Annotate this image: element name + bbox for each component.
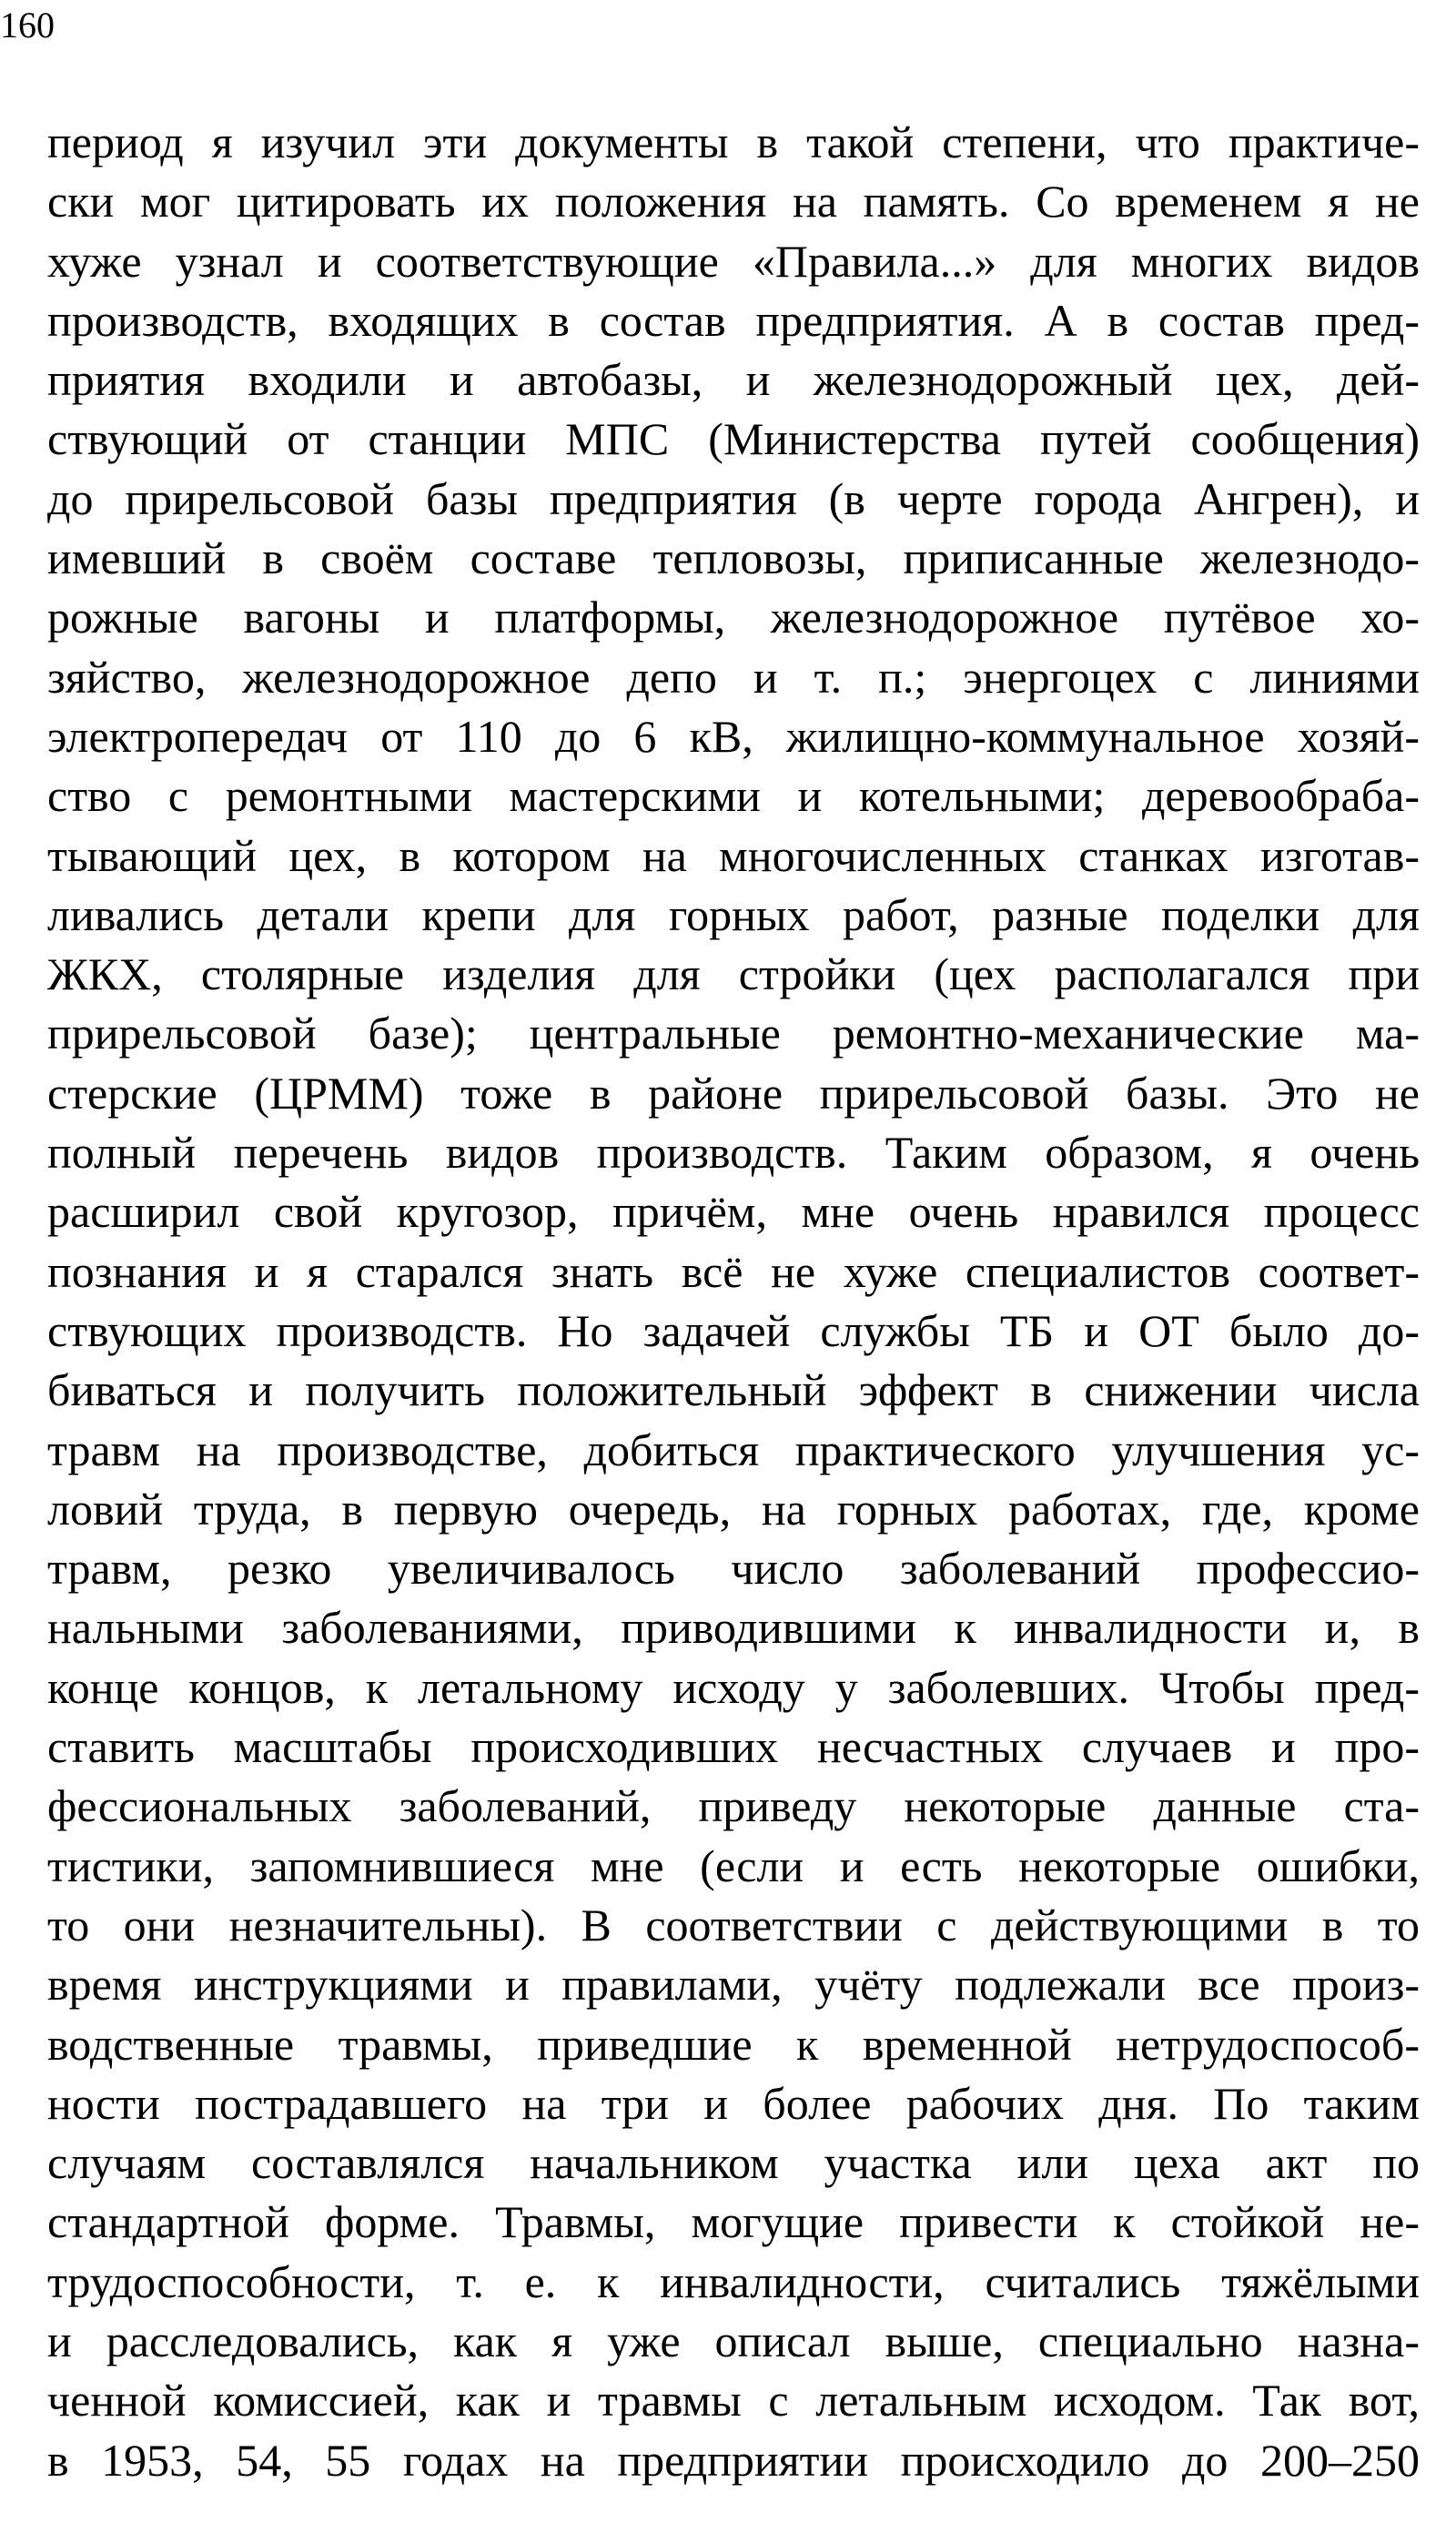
text-line: ловий труда, в первую очередь, на горных работах, где, кроме (47, 1483, 1420, 1535)
text-line: прирельсовой базе); центральные ремонтно-механические ма- (47, 1008, 1420, 1059)
text-line: зяйство, железнодорожное депо и т. п.; энергоцех с линиями (47, 651, 1420, 703)
text-line: стандартной форме. Травмы, могущие привести к стойкой не- (47, 2196, 1420, 2248)
text-line: конце концов, к летальному исходу у заболевших. Чтобы пред- (47, 1661, 1420, 1713)
text-line: стерские (ЦРММ) тоже в районе прирельсовой базы. Это не (47, 1067, 1420, 1119)
text-line: производств, входящих в состав предприятия. А в состав пред- (47, 294, 1420, 346)
page-number: 160 (0, 5, 55, 46)
text-line: приятия входили и автобазы, и железнодорожный цех, дей- (47, 354, 1420, 406)
text-line: травм на производстве, добиться практического улучшения ус- (47, 1424, 1420, 1475)
text-line: ствующих производств. Но задачей службы ТБ и ОТ было до- (47, 1304, 1420, 1356)
text-line: ствующий от станции МПС (Министерства путей сообщения) (47, 413, 1420, 465)
text-line: ставить масштабы происходивших несчастных случаев и про- (47, 1721, 1420, 1773)
text-line: ски мог цитировать их положения на память. Со временем я не (47, 176, 1420, 228)
text-line: до прирельсовой базы предприятия (в черте города Ангрен), и (47, 472, 1420, 524)
text-line: ченной комиссией, как и травмы с летальным исходом. Так вот, (47, 2375, 1420, 2427)
text-line: фессиональных заболеваний, приведу некоторые данные ста- (47, 1780, 1420, 1832)
text-line: то они незначительны). В соответствии с действующими в то (47, 1899, 1420, 1951)
text-line: полный перечень видов производств. Таким образом, я очень (47, 1127, 1420, 1179)
text-line: время инструкциями и правилами, учёту подлежали все произ- (47, 1959, 1420, 2011)
text-line: ство с ремонтными мастерскими и котельными; деревообраба- (47, 770, 1420, 822)
text-line: ливались детали крепи для горных работ, разные поделки для (47, 888, 1420, 940)
text-line: рожные вагоны и платформы, железнодорожное путёвое хо- (47, 592, 1420, 643)
text-line: познания и я старался знать всё не хуже специалистов соответ- (47, 1245, 1420, 1297)
text-line: в 1953, 54, 55 годах на предприятии происходило до 200–250 (47, 2434, 1420, 2486)
text-line: период я изучил эти документы в такой степени, что практиче- (47, 117, 1420, 167)
text-line: имевший в своём составе тепловозы, приписанные железнодо- (47, 532, 1420, 584)
text-line: трудоспособности, т. е. к инвалидности, считались тяжёлыми (47, 2255, 1420, 2307)
text-line: хуже узнал и соответствующие «Правила...» для многих видов (47, 235, 1420, 287)
body-text (47, 113, 1420, 2490)
text-line: тывающий цех, в котором на многочисленных станках изготав- (47, 829, 1420, 881)
text-line: расширил свой кругозор, причём, мне очень нравился процесс (47, 1186, 1420, 1238)
text-line: биваться и получить положительный эффект в снижении числа (47, 1364, 1420, 1416)
text-line: травм, резко увеличивалось число заболеваний профессио- (47, 1543, 1420, 1595)
text-line: случаям составлялся начальником участка или цеха акт по (47, 2137, 1420, 2189)
text-line: тистики, запомнившиеся мне (если и есть некоторые ошибки, (47, 1839, 1420, 1891)
text-line: ности пострадавшего на три и более рабочих дня. По таким (47, 2077, 1420, 2129)
text-line: водственные травмы, приведшие к временной нетрудоспособ- (47, 2018, 1420, 2070)
text-line: нальными заболеваниями, приводившими к инвалидности и, в (47, 1602, 1420, 1654)
text-line: и расследовались, как я уже описал выше, специально назна- (47, 2315, 1420, 2366)
text-line: ЖКХ, столярные изделия для стройки (цех располагался при (47, 948, 1420, 1000)
text-line: электропередач от 110 до 6 кВ, жилищно-коммунальное хозяй- (47, 710, 1420, 762)
